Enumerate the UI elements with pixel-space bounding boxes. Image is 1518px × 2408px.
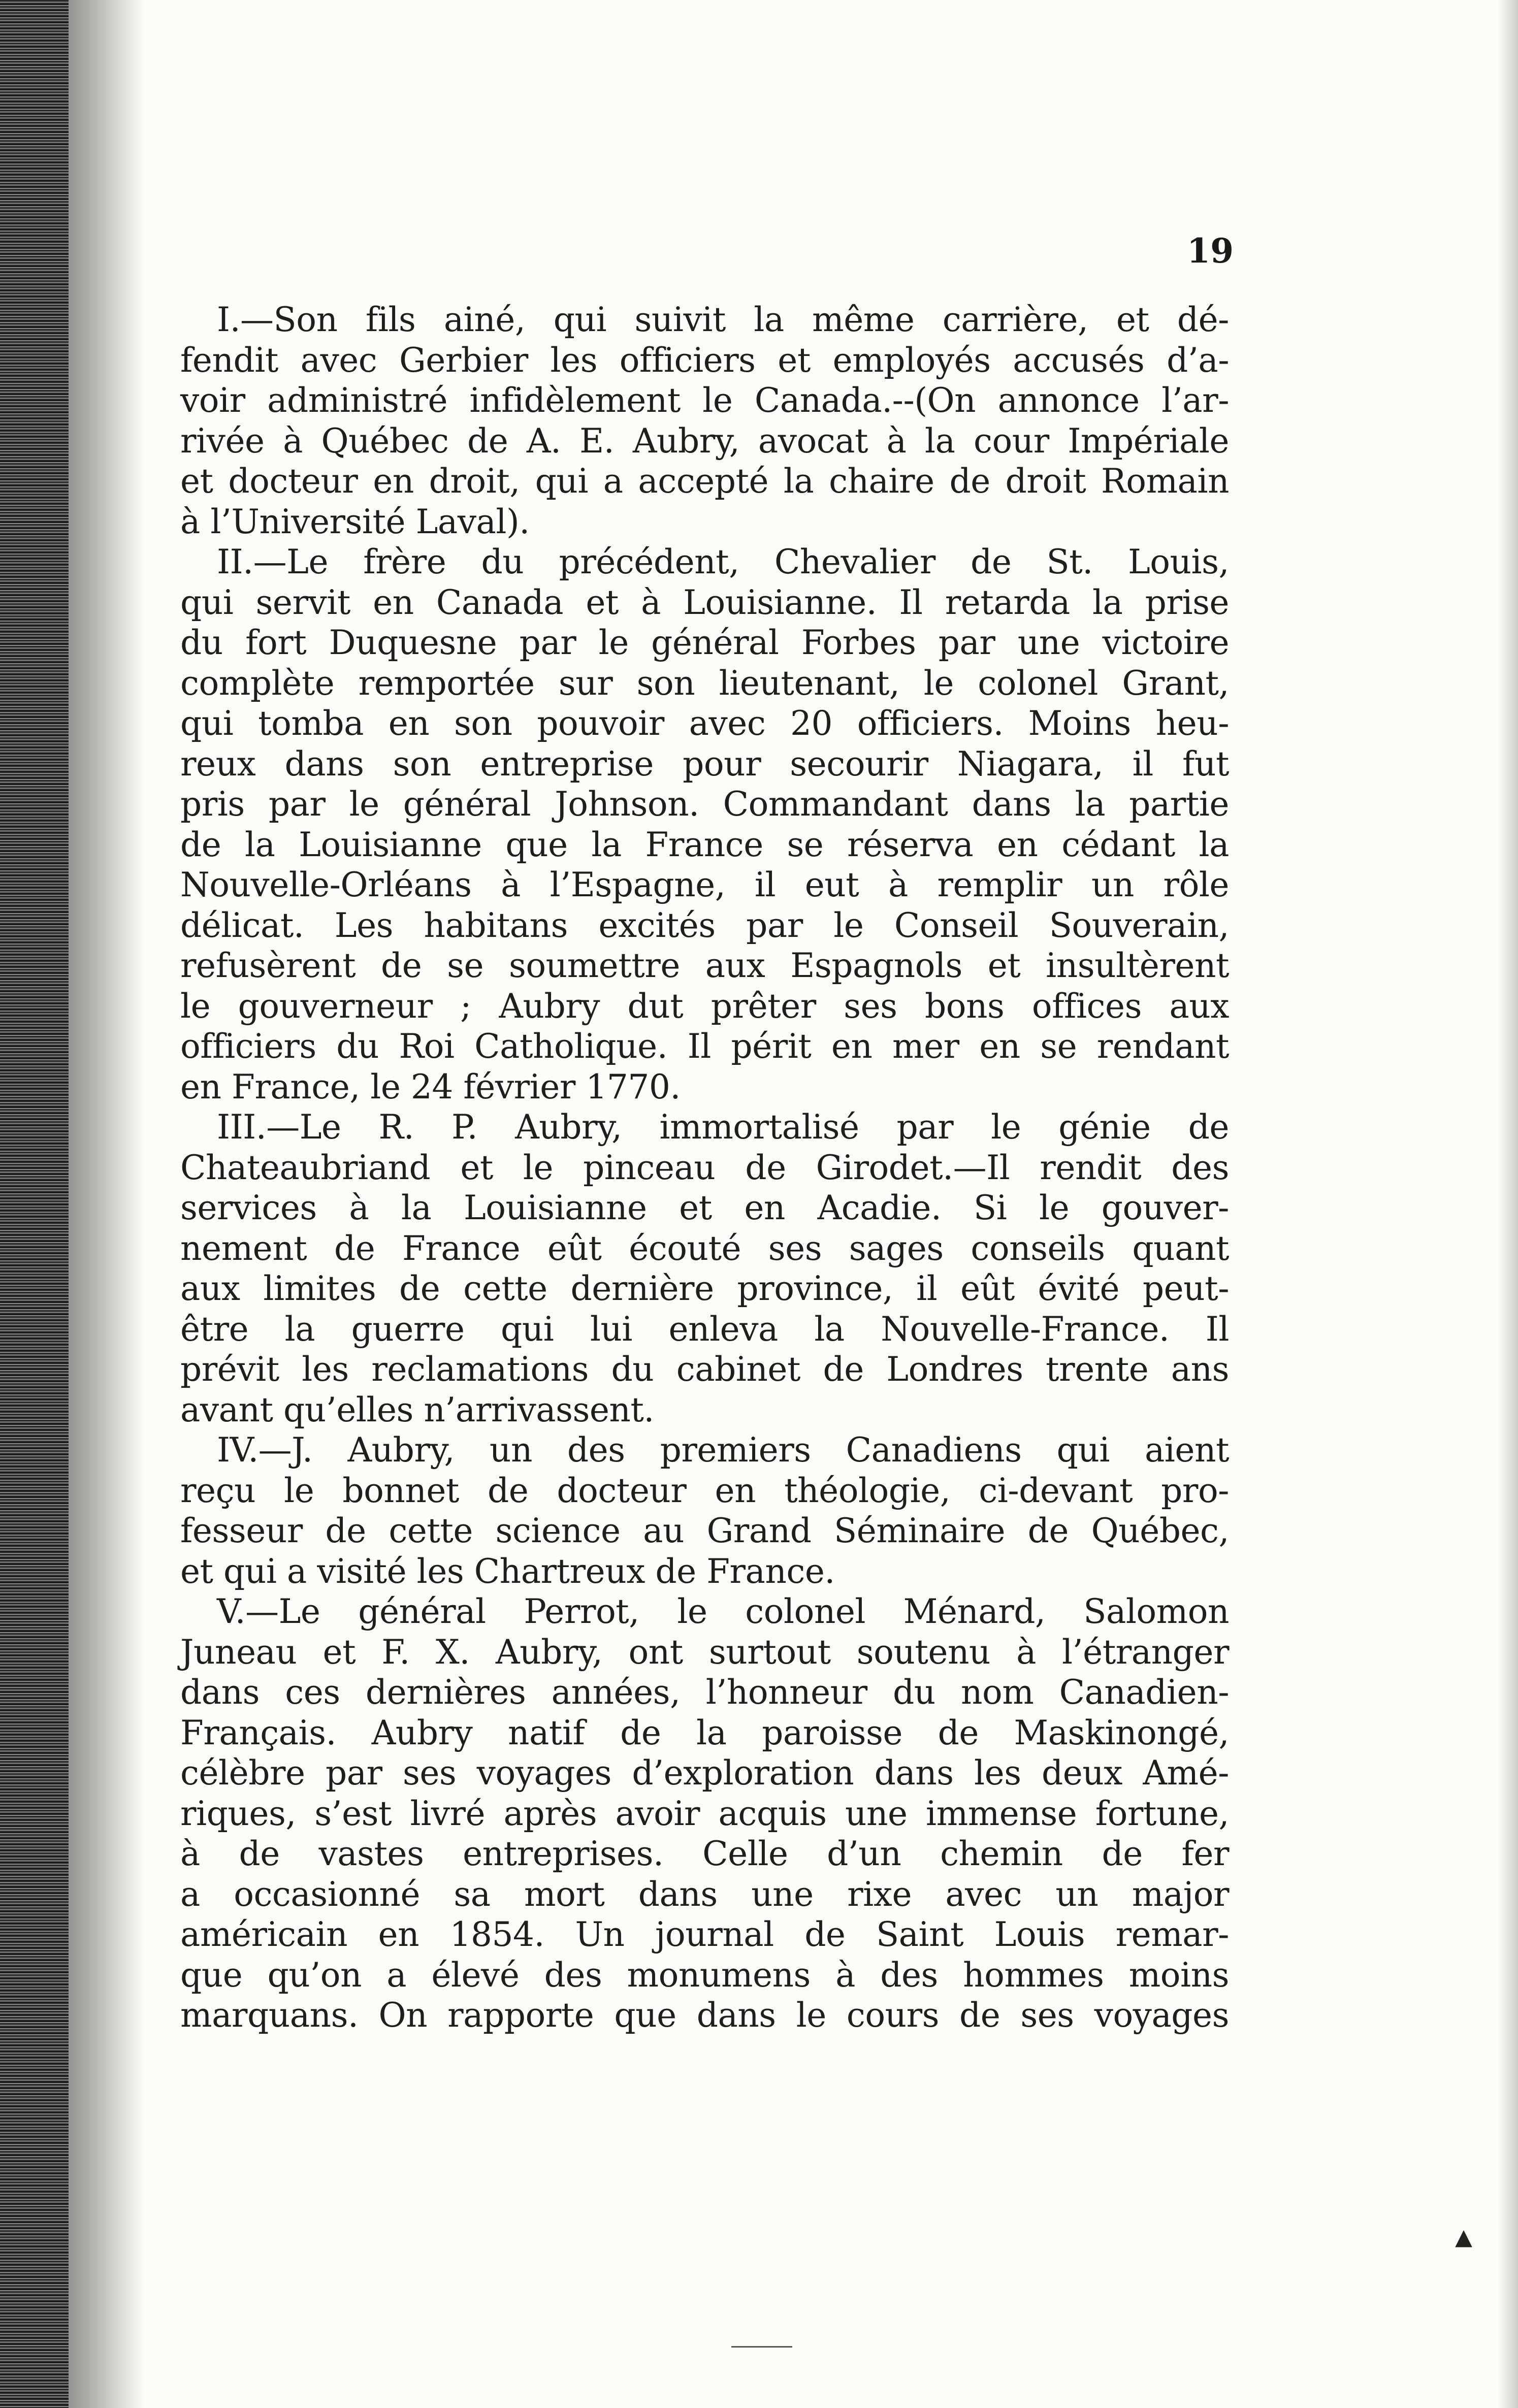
text-line: le gouverneur ; Aubry dut prêter ses bons offices aux bbox=[180, 986, 1229, 1026]
text-line: riques, s’est livré après avoir acquis une immense fortune, bbox=[180, 1794, 1229, 1833]
text-line: pris par le général Johnson. Commandant dans la partie bbox=[180, 785, 1229, 824]
text-line: qui servit en Canada et à Louisianne. Il retarda la prise bbox=[180, 582, 1229, 622]
text-line: III.—Le R. P. Aubry, immortalisé par le génie de bbox=[217, 1108, 1229, 1147]
text-line: prévit les reclamations du cabinet de Londres trente ans bbox=[180, 1350, 1229, 1389]
text-line: qui tomba en son pouvoir avec 20 officiers. Moins heu- bbox=[180, 704, 1229, 743]
text-line: IV.—J. Aubry, un des premiers Canadiens qui aient bbox=[217, 1430, 1229, 1470]
text-line: I.—Son fils ainé, qui suivit la même carrière, et dé- bbox=[217, 300, 1229, 339]
text-line: célèbre par ses voyages d’exploration dans les deux Amé- bbox=[180, 1753, 1229, 1793]
text-line: voir administré infidèlement le Canada.--(On annonce l’ar- bbox=[180, 381, 1229, 420]
page-edge-shadow bbox=[1498, 0, 1518, 2408]
text-line: avant qu’elles n’arrivassent. bbox=[180, 1390, 654, 1429]
text-line: délicat. Les habitans excités par le Conseil Souverain, bbox=[180, 905, 1229, 945]
text-line: nement de France eût écouté ses sages conseils quant bbox=[180, 1228, 1229, 1268]
text-line: fesseur de cette science au Grand Séminaire de Québec, bbox=[180, 1511, 1229, 1550]
scan-artifact-mark: ▲ bbox=[1455, 2224, 1472, 2250]
text-line: à l’Université Laval). bbox=[180, 502, 530, 541]
text-line: officiers du Roi Catholique. Il périt en mer en se rendant bbox=[180, 1027, 1229, 1066]
text-line: a occasionné sa mort dans une rixe avec un major bbox=[180, 1874, 1229, 1914]
text-line: Nouvelle-Orléans à l’Espagne, il eut à remplir un rôle bbox=[180, 865, 1229, 904]
text-line: et docteur en droit, qui a accepté la chaire de droit Romain bbox=[180, 462, 1229, 501]
scan-artifact-line bbox=[731, 2346, 792, 2348]
text-line: de la Louisianne que la France se réserva en cédant la bbox=[180, 825, 1229, 864]
text-line: marquans. On rapporte que dans le cours de ses voyages bbox=[180, 1996, 1229, 2035]
text-line: aux limites de cette dernière province, il eût évité peut- bbox=[180, 1269, 1229, 1308]
text-line: complète remportée sur son lieutenant, le colonel Grant, bbox=[180, 663, 1229, 703]
text-line: rivée à Québec de A. E. Aubry, avocat à la cour Impériale bbox=[180, 421, 1229, 461]
text-line: dans ces dernières années, l’honneur du nom Canadien- bbox=[180, 1673, 1229, 1712]
text-line: et qui a visité les Chartreux de France. bbox=[180, 1551, 835, 1591]
text-line: II.—Le frère du précédent, Chevalier de St. Louis, bbox=[217, 542, 1229, 581]
text-line: en France, le 24 février 1770. bbox=[180, 1067, 681, 1107]
text-line: V.—Le général Perrot, le colonel Ménard, Salomon bbox=[217, 1592, 1229, 1631]
binding-shadow bbox=[69, 0, 145, 2408]
binding-edge bbox=[0, 0, 69, 2408]
page-number: 19 bbox=[1187, 231, 1234, 271]
text-line: du fort Duquesne par le général Forbes par une victoire bbox=[180, 623, 1229, 662]
text-line: Juneau et F. X. Aubry, ont surtout soutenu à l’étranger bbox=[180, 1632, 1229, 1672]
text-line: Chateaubriand et le pinceau de Girodet.—Il rendit des bbox=[180, 1148, 1229, 1187]
text-line: américain en 1854. Un journal de Saint Louis remar- bbox=[180, 1915, 1229, 1954]
text-line: Français. Aubry natif de la paroisse de Maskinongé, bbox=[180, 1713, 1229, 1752]
text-line: refusèrent de se soumettre aux Espagnols et insultèrent bbox=[180, 946, 1229, 985]
text-line: à de vastes entreprises. Celle d’un chemin de fer bbox=[180, 1834, 1229, 1873]
text-line: fendit avec Gerbier les officiers et employés accusés d’a- bbox=[180, 340, 1229, 380]
body-text bbox=[180, 300, 1229, 2036]
text-line: reçu le bonnet de docteur en théologie, ci-devant pro- bbox=[180, 1471, 1229, 1510]
text-line: que qu’on a élevé des monumens à des hommes moins bbox=[180, 1955, 1229, 1995]
text-line: services à la Louisianne et en Acadie. Si le gouver- bbox=[180, 1188, 1229, 1227]
text-line: reux dans son entreprise pour secourir Niagara, il fut bbox=[180, 744, 1229, 784]
text-line: être la guerre qui lui enleva la Nouvelle-France. Il bbox=[180, 1309, 1229, 1349]
